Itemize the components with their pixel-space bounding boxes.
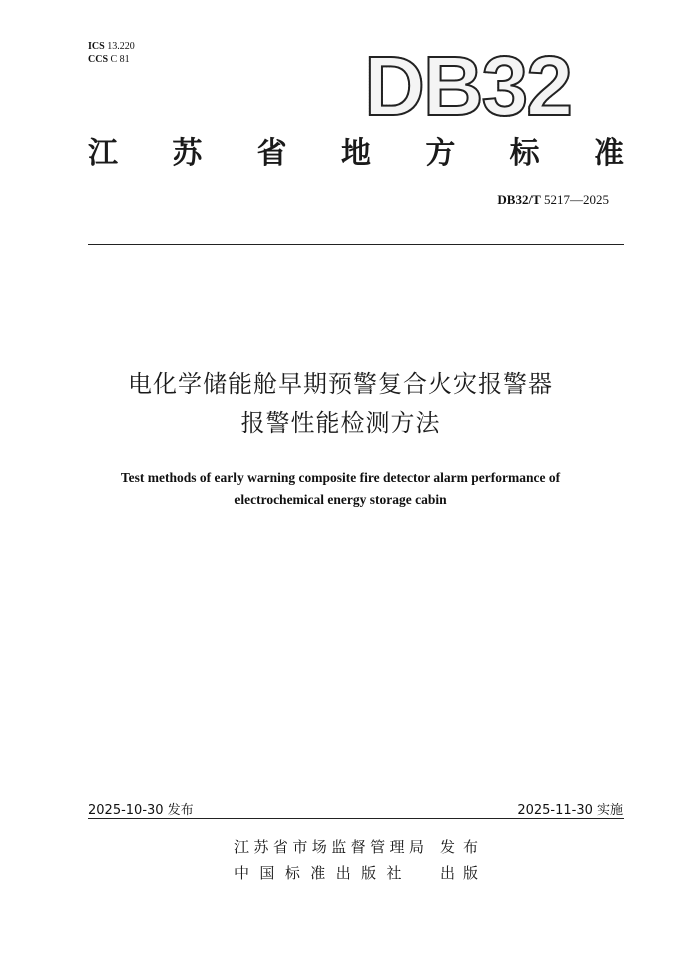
org-char: 省 [272,838,288,856]
ics-label: ICS [88,41,105,52]
chinese-title-line2: 报警性能检测方法 [240,409,441,437]
issuer-row [234,834,486,860]
top-divider [88,244,624,245]
org-char: 标 [284,864,300,882]
org-char: 管 [370,838,386,856]
category-char: 方 [425,136,456,171]
org-char: 理 [389,838,405,856]
org-char: 社 [386,864,402,882]
ccs-value: C 81 [110,54,130,65]
org-char: 市 [292,838,308,856]
db32-logo: DB32 [364,39,571,133]
issuer-block [234,834,486,886]
category-char: 准 [593,136,624,171]
publisher [234,860,424,886]
publish-action: 出版 [440,864,487,882]
standard-number [497,192,609,208]
org-char: 准 [310,864,326,882]
category-char: 苏 [172,136,203,171]
implement-date: 2025-11-30 实施 [517,803,623,818]
issue-action: 发布 [440,838,487,856]
category-char: 地 [340,136,371,171]
org-char: 场 [311,838,327,856]
english-title [60,467,621,511]
chinese-title [0,365,681,443]
org-char: 江 [234,838,250,856]
publish-date: 2025-10-30 发布 [88,803,194,818]
org-char: 局 [408,838,424,856]
org-char: 监 [331,838,347,856]
ics-code [88,40,135,53]
ccs-code [88,53,135,66]
org-char: 苏 [253,838,269,856]
category-char: 江 [88,136,118,171]
org-char: 出 [335,864,351,882]
standard-number-value: 5217—2025 [544,192,609,207]
chinese-title-line1: 电化学储能舱早期预警复合火灾报警器 [128,370,553,398]
org-char: 国 [259,864,275,882]
english-title-line1: Test methods of early warning composite fire detector alarm performance of [120,470,561,485]
ics-value: 13.220 [107,41,135,52]
classification-codes [88,40,135,66]
english-title-line2: electrochemical energy storage cabin [234,492,447,507]
org-char: 版 [361,864,377,882]
standard-number-prefix: DB32/T [497,192,541,207]
bottom-divider [88,818,624,819]
ccs-label: CCS [88,54,109,65]
publisher-row [234,860,486,886]
standard-category [88,134,624,174]
category-char: 标 [509,136,540,171]
category-char: 省 [256,136,287,171]
org-char: 督 [350,838,366,856]
issuing-authority [234,834,424,860]
org-char: 中 [234,864,250,882]
